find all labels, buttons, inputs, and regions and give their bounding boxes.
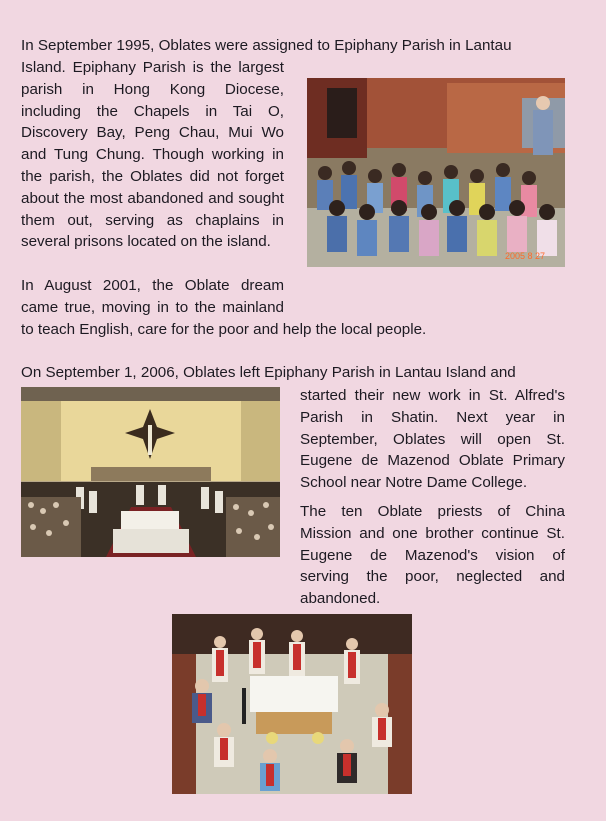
- text-line: September, Oblates will open St.: [300, 430, 565, 448]
- text-line: them out, serving as chaplains in: [21, 211, 284, 229]
- text-line: serving the poor, neglected and: [300, 568, 565, 586]
- paragraph-1-line-1: In September 1995, Oblates were assigned to Epiphany Parish in Lantau: [21, 37, 512, 54]
- text-line: In August 2001, the Oblate dream: [21, 277, 284, 294]
- text-line: and Tung Chung. Though working in: [21, 146, 284, 164]
- church-mass-photo: [21, 387, 280, 557]
- text-line: Mission and one brother continue St.: [300, 524, 565, 542]
- text-line: Eugene de Mazenod Oblate Primary: [300, 452, 565, 470]
- text-line: School near Notre Dame College.: [300, 474, 528, 492]
- text-line: parish in Hong Kong Diocese,: [21, 80, 284, 98]
- paragraph-3-body: [300, 385, 565, 494]
- text-line: Discovery Bay, Peng Chau, Mui Wo: [21, 124, 284, 142]
- text-line: the parish, the Oblates did not forget: [21, 167, 284, 185]
- paragraph-2-last-line: to teach English, care for the poor and help the local people.: [21, 321, 427, 338]
- text-line: Parish in Shatin. Next year in: [300, 408, 565, 426]
- text-line: started their new work in St. Alfred's: [300, 387, 565, 404]
- text-line: about the most abandoned and sought: [21, 189, 284, 207]
- text-line: came true, moving in to the mainland: [21, 298, 284, 316]
- text-line: Island. Epiphany Parish is the largest: [21, 59, 284, 76]
- paragraph-2-body: [21, 275, 284, 319]
- text-line: The ten Oblate priests of China: [300, 503, 565, 520]
- text-line: several prisons located on the island.: [21, 233, 271, 251]
- paragraph-3-line-1: On September 1, 2006, Oblates left Epiphany Parish in Lantau Island and: [21, 364, 516, 381]
- paragraph-4-body: [300, 501, 565, 610]
- text-line: abandoned.: [300, 590, 381, 608]
- children-group-photo: [307, 78, 565, 267]
- text-line: including the Chapels in Tai O,: [21, 102, 284, 120]
- text-line: Eugene de Mazenod's vision of: [300, 546, 565, 564]
- paragraph-1-body: [21, 57, 284, 253]
- photo-date-stamp: 2005 8 27: [505, 251, 546, 261]
- priests-altar-photo: [172, 614, 412, 794]
